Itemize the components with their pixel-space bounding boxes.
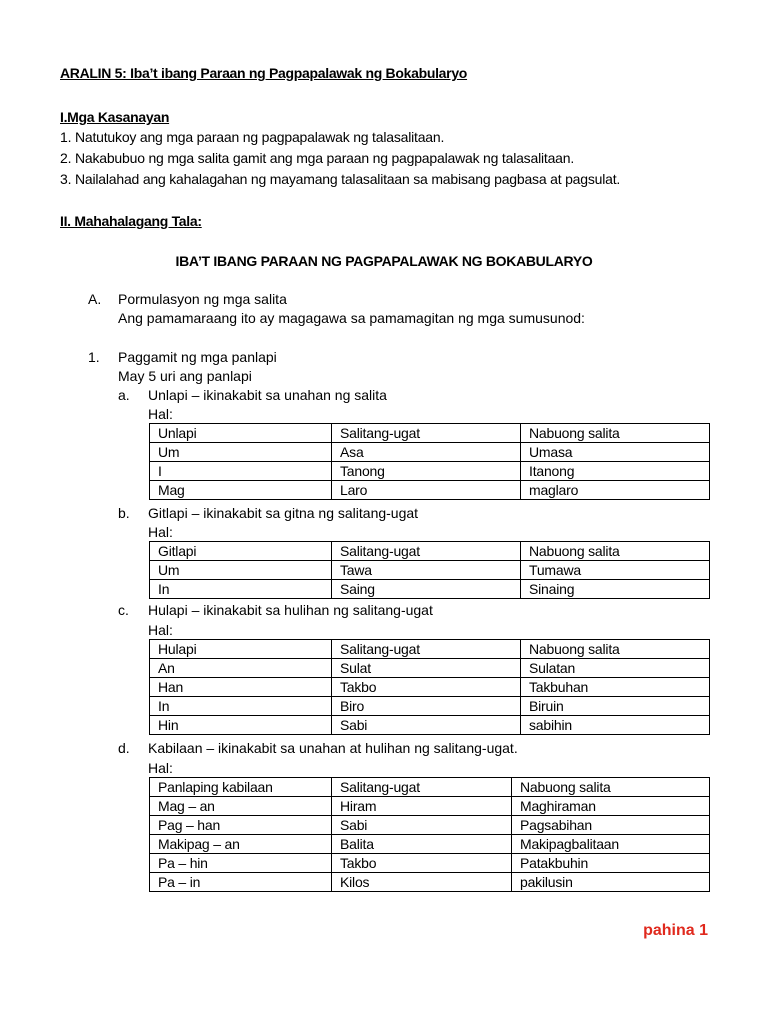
- table-cell: Maghiraman: [512, 797, 710, 816]
- table-row: [150, 778, 710, 797]
- skill-item-3: 3. Nailalahad ang kahalagahan ng mayamang talasalitaan sa mabisang pagbasa at pagsulat.: [60, 171, 621, 187]
- table-cell: Pa – in: [150, 873, 332, 892]
- subitem-c-label: c.: [118, 602, 129, 618]
- hulapi-table: [149, 639, 710, 735]
- table-cell: Umasa: [521, 443, 710, 462]
- table-cell: Hiram: [332, 797, 512, 816]
- table-cell: Sulatan: [521, 659, 710, 678]
- table-cell: Um: [150, 561, 332, 580]
- subitem-a-label: a.: [118, 387, 130, 403]
- table-cell: Sabi: [332, 716, 521, 735]
- table-cell: Takbo: [332, 678, 521, 697]
- subitem-d-text: Kabilaan – ikinakabit sa unahan at hulihan ng salitang-ugat.: [148, 740, 518, 756]
- table-row: [150, 697, 710, 716]
- table-cell: Asa: [332, 443, 521, 462]
- table-row: [150, 835, 710, 854]
- subitem-a-hal: Hal:: [148, 406, 173, 422]
- gitlapi-table: [149, 541, 710, 599]
- table-row: [150, 443, 710, 462]
- table-header-cell: Salitang-ugat: [332, 542, 521, 561]
- table-cell: Han: [150, 678, 332, 697]
- table-cell: Tanong: [332, 462, 521, 481]
- table-header-cell: Hulapi: [150, 640, 332, 659]
- table-cell: Mag: [150, 481, 332, 500]
- table-cell: Saing: [332, 580, 521, 599]
- table-cell: Kilos: [332, 873, 512, 892]
- table-cell: Sinaing: [521, 580, 710, 599]
- item-1-label: 1.: [88, 349, 100, 365]
- table-row: [150, 816, 710, 835]
- subitem-c-hal: Hal:: [148, 622, 173, 638]
- table-cell: Takbo: [332, 854, 512, 873]
- part-a-line-1: Pormulasyon ng mga salita: [118, 291, 287, 307]
- table-row: [150, 424, 710, 443]
- item-1-line-2: May 5 uri ang panlapi: [118, 368, 252, 384]
- lesson-title: ARALIN 5: Iba’t ibang Paraan ng Pagpapalawak ng Bokabularyo: [60, 65, 468, 81]
- table-row: [150, 580, 710, 599]
- subitem-c-text: Hulapi – ikinakabit sa hulihan ng salitang-ugat: [148, 602, 433, 618]
- table-header-cell: Salitang-ugat: [332, 778, 512, 797]
- table-cell: Biruin: [521, 697, 710, 716]
- table-cell: Patakbuhin: [512, 854, 710, 873]
- table-cell: Makipag – an: [150, 835, 332, 854]
- table-header-cell: Panlaping kabilaan: [150, 778, 332, 797]
- subitem-a-text: Unlapi – ikinakabit sa unahan ng salita: [148, 387, 387, 403]
- subitem-b-hal: Hal:: [148, 524, 173, 540]
- part-a-label: A.: [88, 291, 102, 307]
- table-header-cell: Nabuong salita: [512, 778, 710, 797]
- table-cell: An: [150, 659, 332, 678]
- item-1-line-1: Paggamit ng mga panlapi: [118, 349, 277, 365]
- table-cell: Balita: [332, 835, 512, 854]
- table-cell: In: [150, 697, 332, 716]
- subitem-d-hal: Hal:: [148, 760, 173, 776]
- table-cell: Sabi: [332, 816, 512, 835]
- unlapi-table: [149, 423, 710, 500]
- table-cell: Pa – hin: [150, 854, 332, 873]
- subitem-b-text: Gitlapi – ikinakabit sa gitna ng salitang-ugat: [148, 505, 419, 521]
- table-row: [150, 561, 710, 580]
- table-row: [150, 659, 710, 678]
- skill-item-2: 2. Nakabubuo ng mga salita gamit ang mga paraan ng pagpapalawak ng talasalitaan.: [60, 150, 575, 166]
- table-row: [150, 678, 710, 697]
- table-header-cell: Gitlapi: [150, 542, 332, 561]
- table-header-cell: Nabuong salita: [521, 640, 710, 659]
- section-2-heading: II. Mahahalagang Tala:: [60, 213, 202, 229]
- table-cell: Tawa: [332, 561, 521, 580]
- table-row: [150, 640, 710, 659]
- table-row: [150, 542, 710, 561]
- table-row: [150, 716, 710, 735]
- subitem-b-label: b.: [118, 505, 130, 521]
- table-cell: Sulat: [332, 659, 521, 678]
- table-cell: Pag – han: [150, 816, 332, 835]
- table-cell: Mag – an: [150, 797, 332, 816]
- table-cell: Itanong: [521, 462, 710, 481]
- section-1-heading: I.Mga Kasanayan: [60, 109, 170, 125]
- table-row: [150, 462, 710, 481]
- table-row: [150, 854, 710, 873]
- table-cell: sabihin: [521, 716, 710, 735]
- table-cell: Hin: [150, 716, 332, 735]
- table-cell: Tumawa: [521, 561, 710, 580]
- table-row: [150, 873, 710, 892]
- table-header-cell: Nabuong salita: [521, 542, 710, 561]
- page-number-label: pahina 1: [643, 922, 708, 939]
- table-row: [150, 481, 710, 500]
- kabilaan-table: [149, 777, 710, 892]
- table-header-cell: Nabuong salita: [521, 424, 710, 443]
- table-cell: Laro: [332, 481, 521, 500]
- table-cell: Pagsabihan: [512, 816, 710, 835]
- table-cell: Biro: [332, 697, 521, 716]
- table-header-cell: Salitang-ugat: [332, 424, 521, 443]
- table-cell: pakilusin: [512, 873, 710, 892]
- subitem-d-label: d.: [118, 740, 130, 756]
- table-header-cell: Unlapi: [150, 424, 332, 443]
- table-row: [150, 797, 710, 816]
- table-header-cell: Salitang-ugat: [332, 640, 521, 659]
- table-cell: Um: [150, 443, 332, 462]
- table-cell: Takbuhan: [521, 678, 710, 697]
- table-cell: In: [150, 580, 332, 599]
- table-cell: maglaro: [521, 481, 710, 500]
- section-2-center-title: IBA’T IBANG PARAAN NG PAGPAPALAWAK NG BOKABULARYO: [175, 253, 593, 269]
- part-a-line-2: Ang pamamaraang ito ay magagawa sa pamamagitan ng mga sumusunod:: [118, 310, 585, 326]
- skill-item-1: 1. Natutukoy ang mga paraan ng pagpapalawak ng talasalitaan.: [60, 129, 445, 145]
- table-cell: I: [150, 462, 332, 481]
- table-cell: Makipagbalitaan: [512, 835, 710, 854]
